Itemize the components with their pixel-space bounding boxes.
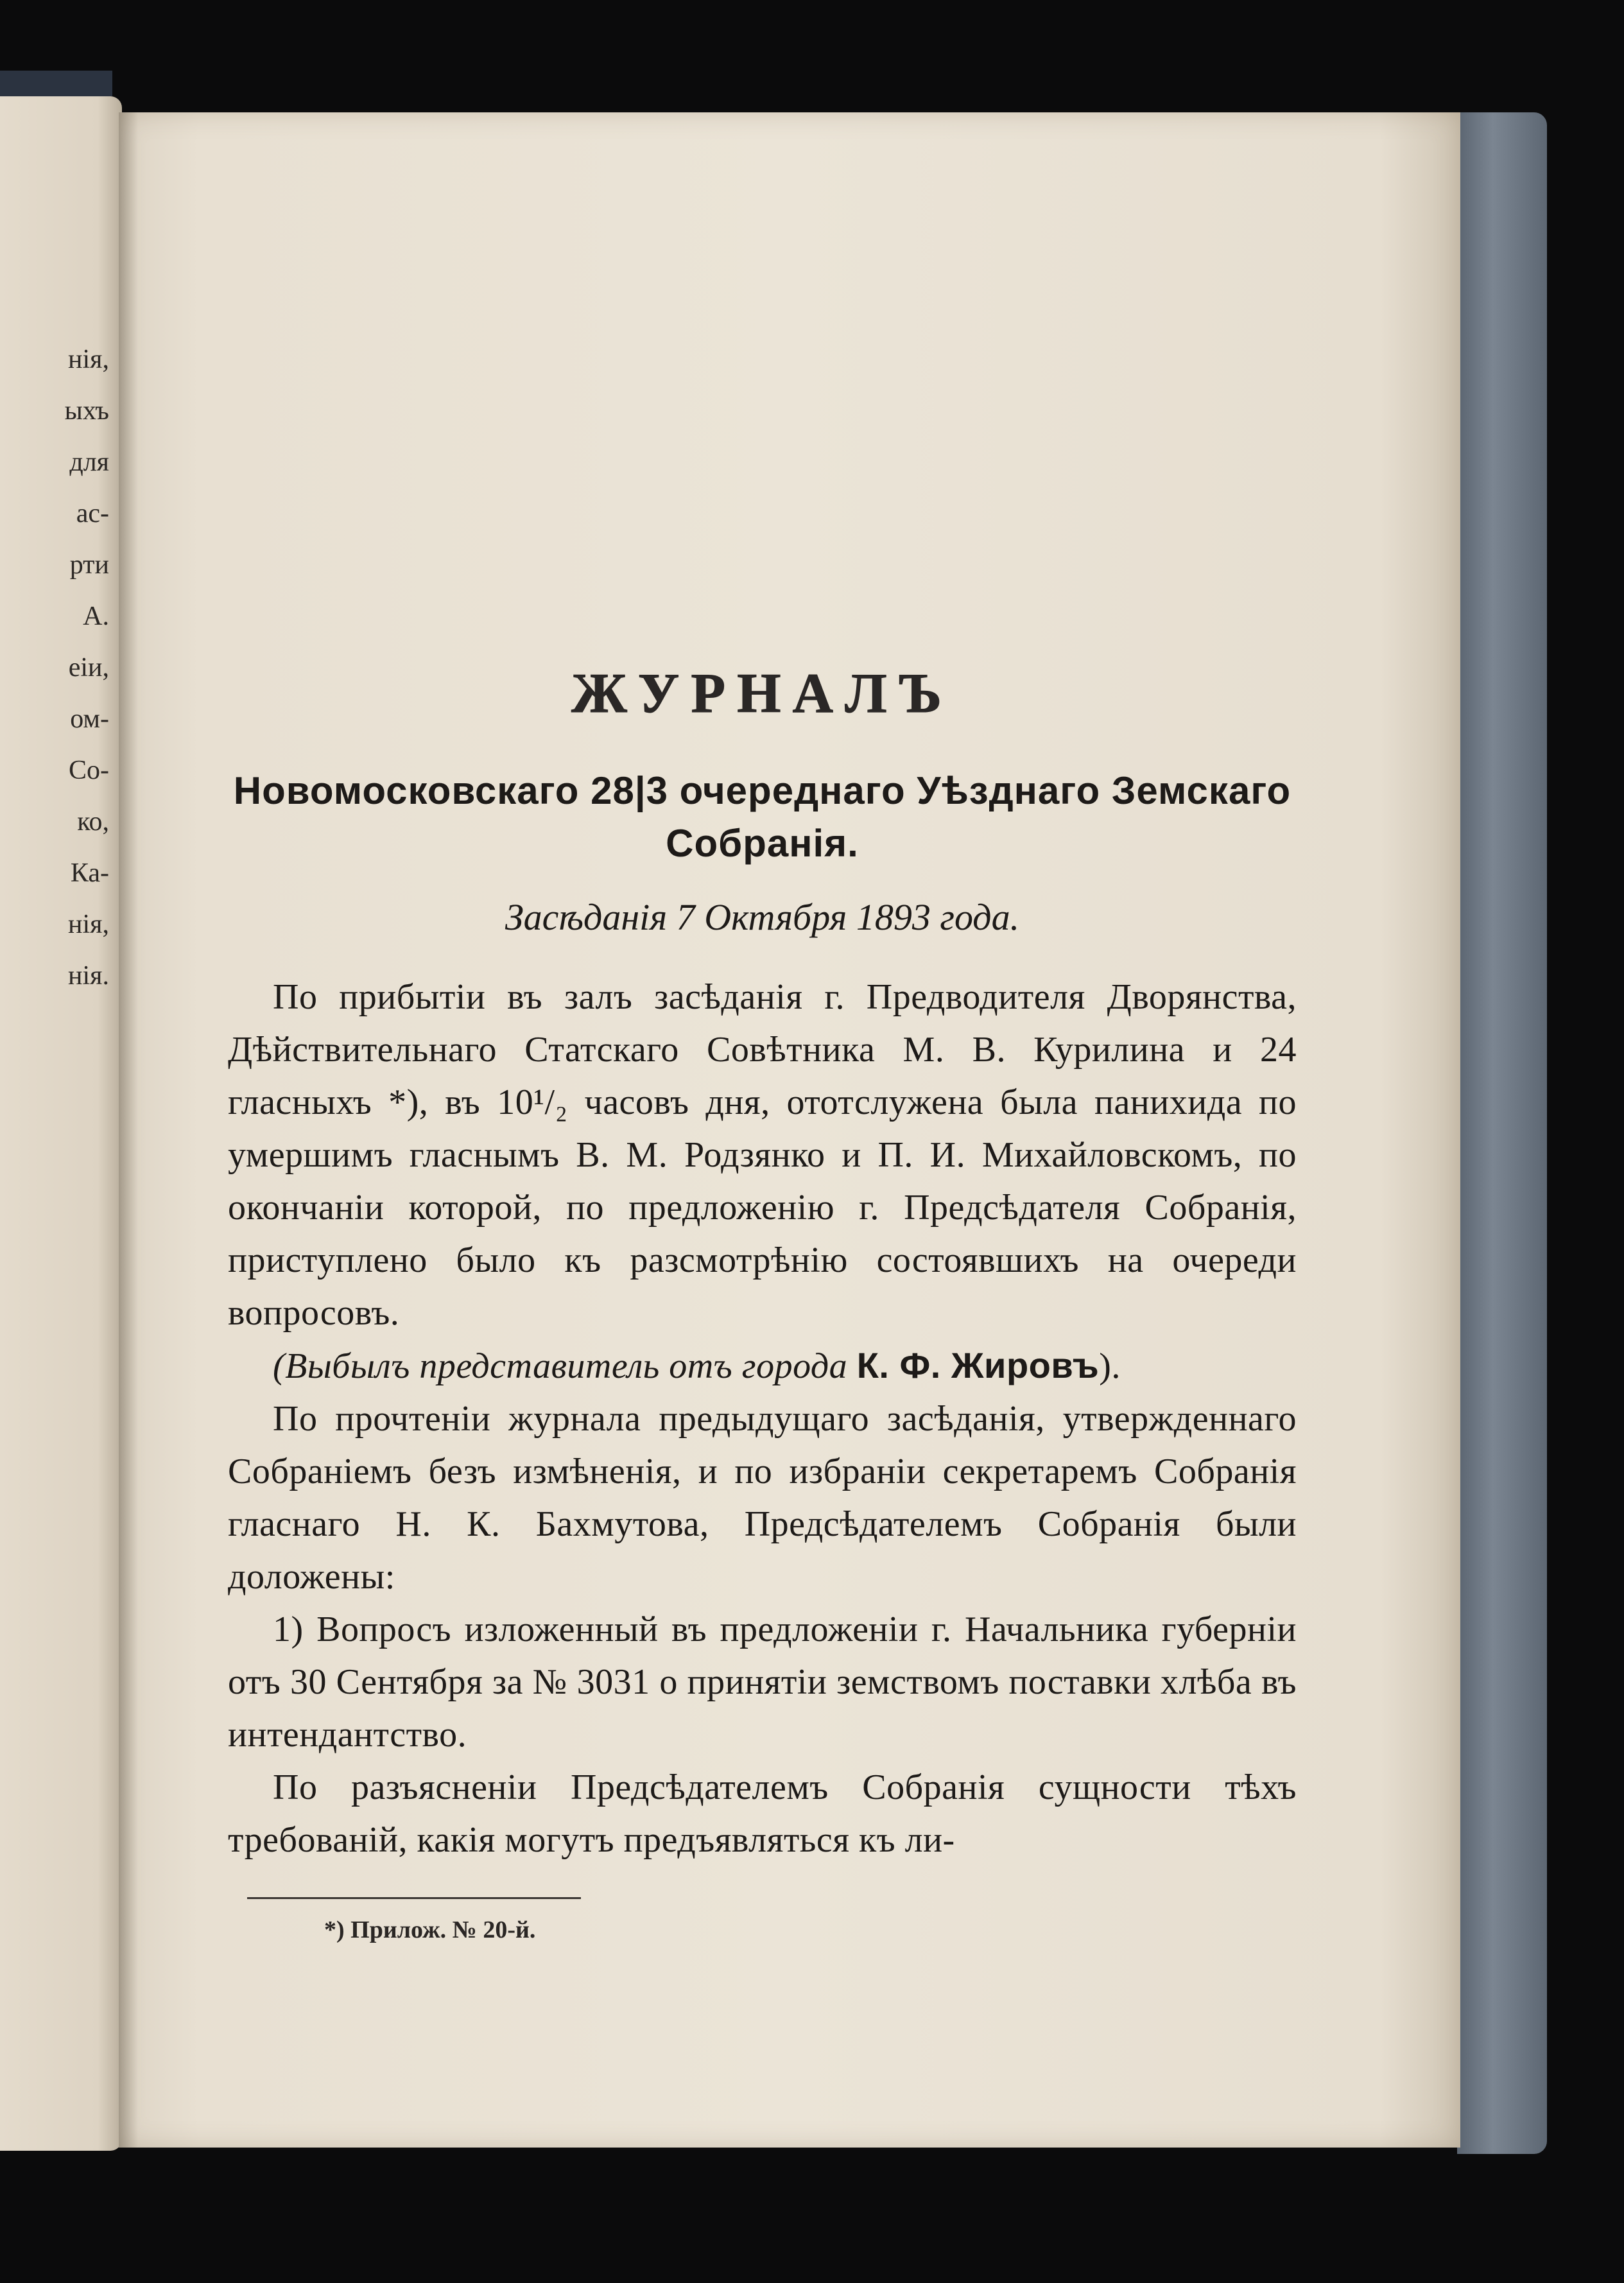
left-page-text-fragments [0,334,109,1002]
left-fragment: еіи, [68,653,109,682]
footnote-divider [247,1897,581,1899]
session-date-line: Засѣданія 7 Октября 1893 года. [505,896,1020,938]
body-text [228,971,1297,1866]
left-fragment: ас- [76,499,109,528]
left-fragment: Со- [69,756,109,785]
left-fragment: ом- [70,704,109,734]
departure-note: (Выбылъ представитель отъ города [273,1346,848,1386]
footnote: *) Прилож. № 20-й. [324,1916,536,1943]
left-fragment: нія. [68,961,109,991]
left-fragment: рти [69,550,109,580]
left-book-cover [0,71,112,96]
journal-subheading: Новомосковскаго 28|3 очереднаго Уѣзднаго Земскаго Собранія. [233,769,1291,865]
left-fragment: нія, [68,910,109,939]
departed-member-name: К. Ф. Жировъ [856,1345,1100,1385]
page-gutter-shadow [119,112,138,2148]
left-fragment: А. [83,602,109,631]
left-fragment: нія, [68,345,109,374]
paragraph-question-1: 1) Вопросъ изложенный въ предложеніи г. Начальника губерніи отъ 30 Сентября за № 3031 о принятіи земствомъ поставки хлѣба въ интендантство. [228,1610,1297,1755]
left-fragment: ко, [77,807,109,837]
paragraph-opening: По прибытіи въ залъ засѣданія г. Предводителя Дворянства, Дѣйствительнаго Статскаго Совѣтника М. В. Курилина и 24 гласныхъ *), въ 10¹/₂ часовъ дня, ототслужена была панихида по умершимъ гласнымъ В. М. Родзянко и П. И. Михайловскомъ, по окончаніи которой, по предложенію г. Предсѣдателя Собранія, приступлено было къ разсмотрѣнію состоявшихъ на очереди вопросовъ. [228,977,1297,1333]
paragraph-minutes: По прочтеніи журнала предыдущаго засѣданія, утвержденнаго Собраніемъ безъ измѣненія, и по избраніи секретаремъ Собранія гласнаго Н. К. Бахмутова, Предсѣдателемъ Собранія были доложены: [228,1399,1297,1597]
left-fragment: ыхъ [64,396,109,426]
left-fragment: Ка- [70,858,109,888]
book-cover-edge [1457,112,1547,2154]
page-text [228,661,1297,1944]
departure-close: ). [1099,1346,1121,1386]
journal-heading: ЖУРНАЛЪ [571,663,953,725]
paragraph-departure [228,1339,1297,1393]
left-fragment: для [69,447,109,477]
paragraph-explanation: По разъясненіи Предсѣдателемъ Собранія сущности тѣхъ требованій, какія могутъ предъявляться къ ли- [228,1767,1297,1860]
